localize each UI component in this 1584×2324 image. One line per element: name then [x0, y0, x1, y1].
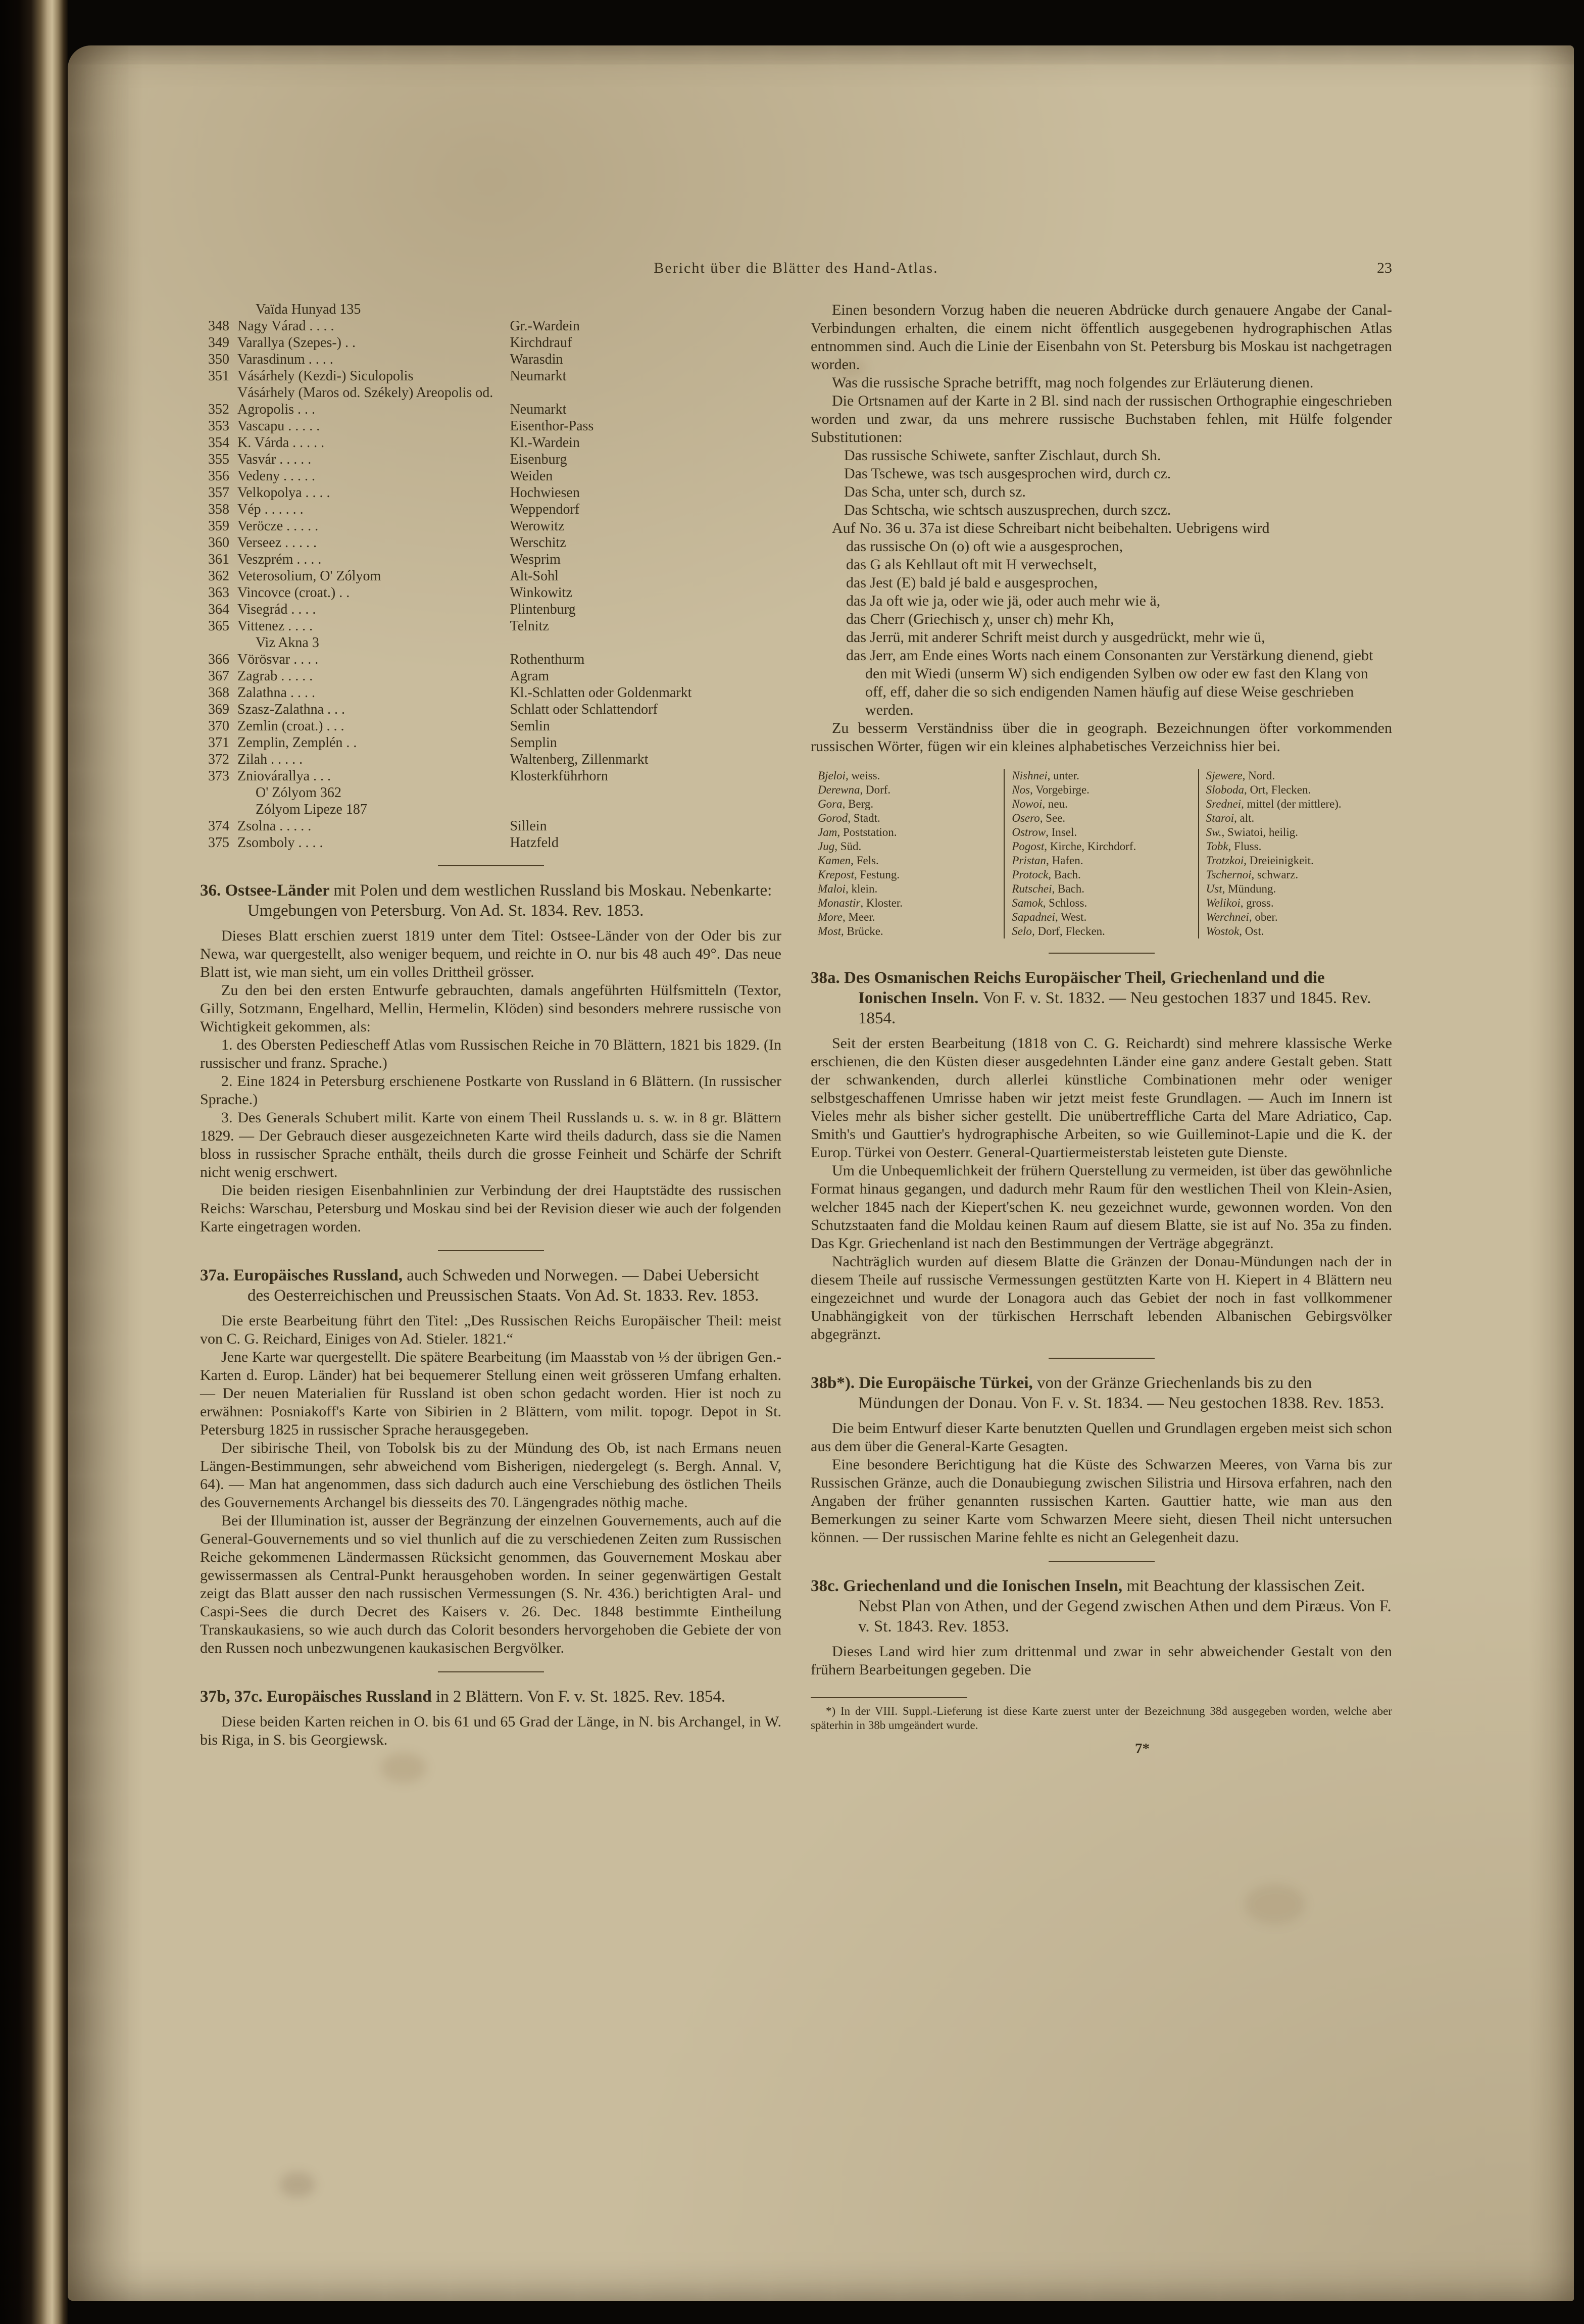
- place-name-list: [200, 301, 781, 851]
- pronunciation-list: [811, 537, 1392, 719]
- gazetteer-entry: [200, 701, 781, 718]
- russian-word: Gorod: [818, 812, 848, 824]
- section-subtitle: mit Beachtung der klassischen Zeit. Nebst Plan von Athen, und der Gegend zwischen Athen und dem Piræus. Von F. v. St. 1843. Rev. 1853.: [858, 1577, 1392, 1636]
- entry-name: Veröcze . . . . .: [237, 518, 319, 534]
- gazetteer-entry: [200, 751, 781, 768]
- russian-word: More: [818, 911, 843, 923]
- right-sections: [811, 953, 1392, 1679]
- section-divider: [438, 1250, 544, 1251]
- glossary-entry: Nos, Vorgebirge.: [1012, 783, 1090, 796]
- entry-name: Zemlin (croat.) . . .: [237, 718, 344, 734]
- glossary-entry: More, Meer.: [818, 911, 875, 923]
- russian-word: Nowoi: [1012, 798, 1043, 810]
- section-heading: [200, 880, 781, 921]
- pronunciation-item: das Ja oft wie ja, oder wie jä, oder auch mehr wie ä,: [846, 592, 1161, 609]
- gazetteer-entry: [200, 651, 781, 668]
- section-title: Ostsee-Länder: [225, 881, 334, 900]
- russian-word: Wostok: [1206, 925, 1240, 937]
- entry-number: 369: [208, 702, 229, 717]
- section-divider: [1049, 1358, 1155, 1359]
- gazetteer-entry: [200, 601, 781, 618]
- page-title: Bericht über die Blätter des Hand-Atlas.: [654, 260, 938, 276]
- russian-word: Pristan: [1012, 854, 1047, 867]
- glossary-entry: Krepost, Festung.: [818, 868, 900, 881]
- entry-number: 353: [208, 418, 229, 434]
- entry-number: 365: [208, 618, 229, 634]
- left-column: [200, 301, 781, 1758]
- entry-name: Zólyom Lipeze 187: [256, 802, 367, 817]
- russian-word: Sjewere: [1206, 769, 1243, 782]
- russian-word: Ust: [1206, 882, 1222, 895]
- entry-number: 357: [208, 485, 229, 501]
- entry-number: 361: [208, 552, 229, 567]
- entry-number: 348: [208, 318, 229, 334]
- entry-name: Zalathna . . . .: [237, 685, 315, 701]
- glossary-entry: Maloi, klein.: [818, 882, 878, 895]
- paragraph: Eine besondere Berichtigung hat die Küste des Schwarzen Meeres, von Varna bis zur Russischen Gränze, auch die Donaubiegung zwischen Silistria und Hirsova erfahren, nach den Angaben der früher genannten russischen Karten. Gauttier hatte, wie man aus den Bemerkungen zu seiner Karte vom Schwarzen Meere sieht, diesen Theil nicht untersuchen können. — Der russischen Marine fehlte es nicht an Gelegenheit dazu.: [811, 1456, 1392, 1546]
- entry-number: 367: [208, 668, 229, 684]
- russian-word: Osero: [1012, 812, 1040, 824]
- entry-number: 359: [208, 518, 229, 534]
- glossary-entry: Selo, Dorf, Flecken.: [1012, 925, 1105, 937]
- paragraph: Nachträglich wurden auf diesem Blatte die Gränzen der Donau-Mündungen nach der in diesem Theile auf russische Vermessungen gestützten Karte von H. Kiepert in 4 Blättern neu eingezeichnet und wurde der Lonagora auch das Gebiet der noch in fast vollkommener Unabhängigkeit von der türkischen Herrschaft lebenden Albanischen Gebirgsvölker abgegränzt.: [811, 1253, 1392, 1343]
- entry-german-name: Semlin: [510, 718, 550, 734]
- russian-word: Bjeloi: [818, 769, 846, 782]
- russian-word: Most: [818, 925, 841, 937]
- glossary-entry: Ust, Mündung.: [1206, 882, 1276, 895]
- section-number: 37b, 37c.: [200, 1688, 267, 1706]
- glossary-entry: Sapadnei, West.: [1012, 911, 1087, 923]
- entry-name: Vásárhely (Kezdi-) Siculopolis: [237, 368, 414, 384]
- entry-german-name: Gr.-Wardein: [510, 318, 580, 334]
- gazetteer-entry: [200, 818, 781, 834]
- section-subtitle: in 2 Blättern. Von F. v. St. 1825. Rev. 1854.: [436, 1688, 726, 1706]
- running-head: [200, 260, 1392, 277]
- glossary-entry: Tschernoi, schwarz.: [1206, 868, 1299, 881]
- gazetteer-entry: [200, 784, 781, 801]
- gazetteer-entry: [200, 451, 781, 468]
- gazetteer-entry: [200, 584, 781, 601]
- page-number: 23: [1377, 260, 1392, 276]
- glossary-column-2: [1004, 769, 1198, 938]
- entry-german-name: Alt-Sohl: [510, 568, 559, 584]
- glossary-entry: Gorod, Stadt.: [818, 812, 880, 824]
- entry-name: Verseez . . . . .: [237, 535, 317, 551]
- section-number: 38a.: [811, 969, 844, 987]
- paragraph: Die Ortsnamen auf der Karte in 2 Bl. sind nach der russischen Orthographie eingeschrieben worden und zwar, da uns mehrere russische Buchstaben fehlen, mit Hülfe folgender Substitutionen:: [811, 392, 1392, 446]
- section-title: Europäisches Russland: [267, 1688, 436, 1706]
- paragraph: Die erste Bearbeitung führt den Titel: „Des Russischen Reichs Europäischer Theil: meist von C. G. Reichard, Einiges von Ad. Stieler. 1821.“: [200, 1312, 781, 1347]
- glossary-entry: Derewna, Dorf.: [818, 783, 891, 796]
- section-heading: [811, 1373, 1392, 1413]
- glossary-entry: Kamen, Fels.: [818, 854, 879, 867]
- gazetteer-entry: [200, 418, 781, 434]
- section-title: Griechenland und die Ionischen Inseln,: [843, 1577, 1127, 1595]
- glossary-entry: Jam, Poststation.: [818, 826, 897, 838]
- entry-name: Vascapu . . . . .: [237, 418, 320, 434]
- section-heading: [811, 968, 1392, 1028]
- glossary-entry: Ostrow, Insel.: [1012, 826, 1077, 838]
- entry-german-name: Kl.-Wardein: [510, 435, 580, 451]
- gazetteer-entry: [200, 668, 781, 684]
- entry-german-name: Rothenthurm: [510, 652, 585, 667]
- paragraph: Die beiden riesigen Eisenbahnlinien zur Verbindung der drei Hauptstädte des russischen Reichs: Warschau, Petersburg und Moskau sind bei der Revision dieser wie auch der folgenden Karte eingetragen worden.: [200, 1182, 781, 1235]
- gazetteer-entry: [200, 301, 781, 318]
- pronunciation-item: das Jest (E) bald jé bald e ausgesprochen,: [846, 574, 1098, 591]
- signature-mark: 7*: [1135, 1741, 1150, 1757]
- glossary-entry: Gora, Berg.: [818, 798, 874, 810]
- russian-word: Srednei: [1206, 798, 1242, 810]
- entry-german-name: Weppendorf: [510, 502, 580, 517]
- glossary-entry: Jug, Süd.: [818, 840, 862, 853]
- glossary-entry: Nishnei, unter.: [1012, 769, 1079, 782]
- left-sections: [200, 865, 781, 1749]
- russian-word: Selo: [1012, 925, 1032, 937]
- entry-german-name: Semplin: [510, 735, 557, 751]
- entry-name: Vaïda Hunyad 135: [256, 302, 361, 317]
- page-content: [68, 45, 1574, 2301]
- gazetteer-entry: [200, 368, 781, 384]
- glossary-entry: Wostok, Ost.: [1206, 925, 1264, 937]
- russian-word: Derewna: [818, 783, 860, 796]
- substitution-item: Das Scha, unter sch, durch sz.: [844, 483, 1026, 500]
- entry-german-name: Kl.-Schlatten oder Goldenmarkt: [510, 685, 692, 701]
- gazetteer-entry: [200, 434, 781, 451]
- glossary-entry: Rutschei, Bach.: [1012, 882, 1085, 895]
- paragraph: 2. Eine 1824 in Petersburg erschienene Postkarte von Russland in 6 Blättern. (In russischer Sprache.): [200, 1073, 781, 1108]
- entry-number: 358: [208, 502, 229, 517]
- entry-number: 375: [208, 835, 229, 851]
- glossary-column-3: [1198, 769, 1392, 938]
- entry-name: Zilah . . . . .: [237, 752, 303, 767]
- russian-word: Welikoi: [1206, 897, 1241, 909]
- entry-number: 360: [208, 535, 229, 551]
- entry-name: Zagrab . . . . .: [237, 668, 313, 684]
- glossary-entry: Protock, Bach.: [1012, 868, 1081, 881]
- gazetteer-entry: [200, 634, 781, 651]
- entry-name: Zsolna . . . . .: [237, 818, 312, 834]
- gazetteer-entry: [200, 334, 781, 351]
- glossary-entry: Most, Brücke.: [818, 925, 883, 937]
- paragraph: Auf No. 36 u. 37a ist diese Schreibart nicht beibehalten. Uebrigens wird: [832, 520, 1270, 536]
- paragraph: Jene Karte war quergestellt. Die spätere Bearbeitung (im Maasstab von ⅓ der übrigen Gen.-Karten d. Europ. Länder) hat bei bequemerer Stellung einen weit grösseren Umfang erhalten. — Der neuen Materialien für Russland ist oben schon gedacht worden. Hier ist noch zu erwähnen: Posniakoff's Karte von Sibirien in 2 Blättern, vom milit. topogr. Depot in St. Petersburg 1825 in russischer Sprache herausgegeben.: [200, 1349, 781, 1438]
- entry-german-name: Winkowitz: [510, 585, 572, 601]
- gazetteer-entry: [200, 468, 781, 484]
- glossary-entry: Srednei, mittel (der mittlere).: [1206, 798, 1342, 810]
- entry-name: K. Várda . . . . .: [237, 435, 325, 451]
- glossary-entry: Sloboda, Ort, Flecken.: [1206, 783, 1311, 796]
- section-title: Die Europäische Türkei,: [859, 1374, 1037, 1392]
- gazetteer-entry: [200, 684, 781, 701]
- section-subtitle: auch Schweden und Norwegen. — Dabei Uebersicht des Oesterreichischen und Preussischen Staats. Von Ad. St. 1833. Rev. 1853.: [247, 1266, 759, 1305]
- entry-name: Zniovárallya . . .: [237, 768, 331, 784]
- entry-number: 355: [208, 452, 229, 467]
- section-divider: [438, 1671, 544, 1672]
- russian-word: Maloi: [818, 882, 846, 895]
- paragraph: Dieses Blatt erschien zuerst 1819 unter dem Titel: Ostsee-Länder von der Oder bis zur Newa, war quergestellt, also weniger bequem, und reichte in O. nur bis 48 auch 49°. Das neue Blatt ist, wie man sieht, um ein volles Drittheil grösser.: [200, 927, 781, 980]
- section-divider: [438, 865, 544, 866]
- glossary-entry: Tobk, Fluss.: [1206, 840, 1262, 853]
- entry-name: Vasvár . . . . .: [237, 452, 312, 467]
- paragraph: Einen besondern Vorzug haben die neueren Abdrücke durch genauere Angabe der Canal-Verbindungen erhalten, die einem nicht öffentlich ausgegebenen hydrographischen Atlas entnommen sind. Auch die Linie der Eisenbahn von St. Petersburg bis Moskau ist nachgetragen worden.: [811, 302, 1392, 373]
- gazetteer-entry: [200, 518, 781, 534]
- entry-german-name: Kirchdrauf: [510, 335, 572, 351]
- section-title: Europäisches Russland,: [233, 1266, 407, 1284]
- entry-name: Vép . . . . . .: [237, 502, 304, 517]
- russian-word: Staroi: [1206, 812, 1234, 824]
- paragraph: Um die Unbequemlichkeit der frühern Querstellung zu vermeiden, ist über das gewöhnliche Format hinaus gegangen, und dadurch mehr Raum für den westlichen Theil von Klein-Asien, welcher 1845 nach der Kiepert'schen K. neu gezeichnet wurde, gewonnen worden. Von den Schutzstaaten fand die Moldau keinen Raum auf diesem Blatte, sie ist auf No. 35a zu finden. Das Kgr. Griechenland ist nach den Bestimmungen der Verträge abgegränzt.: [811, 1162, 1392, 1252]
- entry-name: O' Zólyom 362: [256, 785, 341, 801]
- after-substitutions: [811, 519, 1392, 537]
- russian-word: Rutschei: [1012, 882, 1052, 895]
- gazetteer-entry: [200, 618, 781, 634]
- entry-number: 356: [208, 468, 229, 484]
- entry-german-name: Eisenburg: [510, 452, 567, 467]
- russian-word: Nos: [1012, 783, 1030, 796]
- gazetteer-entry: [200, 718, 781, 734]
- entry-number: 371: [208, 735, 229, 751]
- gazetteer-entry: [200, 351, 781, 368]
- entry-number: 374: [208, 818, 229, 834]
- gazetteer-entry: [200, 318, 781, 334]
- paragraph: Seit der ersten Bearbeitung (1818 von C. G. Reichardt) sind mehrere klassische Werke erschienen, die den Küsten dieser ausgedehnten Länder eine ganz andere Gestalt geben. Statt der schwankenden, durch allerlei künstliche Combinationen mehr oder weniger selbstgeschaffenen Umrisse haben wir jetzt meist feste Grundlagen. — Auch im Innern ist Vieles mehr als bisher sicher gestellt. Die unübertreffliche Carta del Mare Adriatico, Cap. Smith's und Gauttier's hydrographische Arbeiten, so wie Guilleminot-Lapie und die K. der Europ. Türkei von Oesterr. General-Quartiermeisterstab leisteten gute Dienste.: [811, 1035, 1392, 1161]
- entry-name: Velkopolya . . . .: [237, 485, 330, 501]
- glossary-entry: Sw., Swiatoi, heilig.: [1206, 826, 1298, 838]
- substitution-item: Das Tschewe, was tsch ausgesprochen wird, durch cz.: [844, 465, 1171, 482]
- paragraph: Diese beiden Karten reichen in O. bis 61 und 65 Grad der Länge, in N. bis Archangel, in W. bis Riga, in S. bis Georgiewsk.: [200, 1713, 781, 1748]
- entry-number: 354: [208, 435, 229, 451]
- entry-name: Varasdinum . . . .: [237, 352, 333, 367]
- section-heading: [811, 1576, 1392, 1637]
- entry-number: 362: [208, 568, 229, 584]
- russian-word: Sapadnei: [1012, 911, 1055, 923]
- glossary-entry: Nowoi, neu.: [1012, 798, 1068, 810]
- russian-word: Kamen: [818, 854, 851, 867]
- russian-word: Samok: [1012, 897, 1043, 909]
- russian-word: Protock: [1012, 868, 1049, 881]
- entry-name: Varallya (Szepes-) . .: [237, 335, 356, 351]
- russian-word: Tobk: [1206, 840, 1228, 853]
- section-divider: [1049, 953, 1155, 954]
- section-subtitle: Von F. v. St. 1832. — Neu gestochen 1837 und 1845. Rev. 1854.: [858, 989, 1371, 1027]
- gazetteer-entry: [200, 484, 781, 501]
- substitution-list: [811, 447, 1392, 519]
- gazetteer-entry: [200, 768, 781, 784]
- entry-german-name: Eisenthor-Pass: [510, 418, 594, 434]
- russian-glossary-table: [811, 769, 1392, 938]
- russian-word: Gora: [818, 798, 843, 810]
- entry-german-name: Hochwiesen: [510, 485, 580, 501]
- entry-name: Vásárhely (Maros od. Székely) Areopolis od. Agropolis . . .: [237, 385, 493, 417]
- pronunciation-item: das G als Kehllaut oft mit H verwechselt,: [846, 556, 1097, 573]
- gazetteer-entry: [200, 734, 781, 751]
- book-page: [68, 45, 1574, 2301]
- two-column-text: [200, 301, 1392, 1758]
- paragraph: 1. des Obersten Pediescheff Atlas vom Russischen Reiche in 70 Blättern, 1821 bis 1829. (In russischer und franz. Sprache.): [200, 1036, 781, 1071]
- entry-number: 373: [208, 768, 229, 784]
- entry-german-name: Weiden: [510, 468, 553, 484]
- entry-name: Vedeny . . . . .: [237, 468, 315, 484]
- entry-german-name: Sillein: [510, 818, 547, 834]
- paragraph: Zu den bei den ersten Entwurfe gebrauchten, damals angeführten Hülfsmitteln (Textor, Gilly, Sotzmann, Engelhard, Mellin, Hermelin, Klöden) sind besonders mehrere russische von Wichtigkeit gekommen, als:: [200, 982, 781, 1035]
- glossary-entry: Monastir, Kloster.: [818, 897, 903, 909]
- entry-number: 352: [208, 402, 229, 417]
- entry-german-name: Neumarkt: [510, 402, 567, 417]
- paragraph: Bei der Illumination ist, ausser der Begränzung der einzelnen Gouvernements, auch auf die General-Gouvernements und so viel thunlich auf die zu verschiedenen Zeiten zum Russischen Reiche gekommenen Ländermassen Rücksicht genommen, das Gouvernement Moskau aber gewissermassen als Central-Punkt herausgehoben worden. In seiner gegenwärtigen Gestalt zeigt das Blatt ausser den nach russischen Vermessungen (S. Nr. 436.) berichtigten Aral- und Caspi-Sees die durch Decret des Kaisers v. 26. Dec. 1848 bestimmte Eintheilung Transkaukasiens, so wie auch durch das Colorit besonders hervorgehoben die Gebiete der von den Russen noch unbezwungenen kaukasischen Bergvölker.: [200, 1512, 781, 1656]
- gazetteer-entry: [200, 534, 781, 551]
- entry-german-name: Wesprim: [510, 552, 561, 567]
- paragraph: 3. Des Generals Schubert milit. Karte von einem Theil Russlands u. s. w. in 8 gr. Blättern 1829. — Der Gebrauch dieser ausgezeichneten Karte wird theils dadurch, dass sie die Namen bloss in russischer Sprache enthält, theils durch die grosse Feinheit und Schärfe der Schrift nicht wenig erschwert.: [200, 1109, 781, 1180]
- russian-word: Nishnei: [1012, 769, 1048, 782]
- entry-german-name: Neumarkt: [510, 368, 567, 384]
- glossary-entry: Samok, Schloss.: [1012, 897, 1087, 909]
- russian-word: Tschernoi: [1206, 868, 1252, 881]
- section-divider: [1049, 1561, 1155, 1562]
- entry-number: 364: [208, 602, 229, 617]
- entry-number: 349: [208, 335, 229, 351]
- section-heading: [200, 1687, 781, 1707]
- intro-paragraphs: [811, 301, 1392, 447]
- entry-number: 368: [208, 685, 229, 701]
- entry-name: Zemplin, Zemplén . .: [237, 735, 357, 751]
- section-number: 38b*).: [811, 1374, 859, 1392]
- russian-word: Jug: [818, 840, 835, 853]
- paragraph: Was die russische Sprache betrifft, mag noch folgendes zur Erläuterung dienen.: [832, 374, 1314, 391]
- entry-german-name: Plintenburg: [510, 602, 576, 617]
- entry-german-name: Waltenberg, Zillenmarkt: [510, 752, 649, 767]
- entry-name: Vincovce (croat.) . .: [237, 585, 350, 601]
- entry-name: Veszprém . . . .: [237, 552, 322, 567]
- russian-word: Jam: [818, 826, 837, 838]
- glossary-column-1: [811, 769, 1004, 938]
- substitution-item: Das russische Schiwete, sanfter Zischlaut, durch Sh.: [844, 447, 1161, 464]
- section-subtitle: von der Gränze Griechenlands bis zu den Mündungen der Donau. Von F. v. St. 1834. — Neu gestochen 1838. Rev. 1853.: [858, 1374, 1384, 1412]
- entry-number: 363: [208, 585, 229, 601]
- pronunciation-item: das Jerr, am Ende eines Worts nach einem Consonanten zur Verstärkung dienend, giebt den mit Wiedi (unserm W) sich endigenden Sylben ow oder ew fast den Klang von off, eff, daher die so sich endigenden Namen häufig auf diese Weise geschrieben werden.: [846, 647, 1373, 718]
- entry-number: 370: [208, 718, 229, 734]
- entry-german-name: Werschitz: [510, 535, 566, 551]
- footnote: *) In der VIII. Suppl.-Lieferung ist diese Karte zuerst unter der Bezeichnung 38d ausgegeben worden, welche aber späterhin in 38b umgeändert wurde.: [811, 1705, 1392, 1732]
- paragraph: Zu besserm Verständniss über die in geograph. Bezeichnungen öfter vorkommenden russischen Wörter, fügen wir ein kleines alphabetisches Verzeichniss hier bei.: [811, 720, 1392, 755]
- glossary-entry: Welikoi, gross.: [1206, 897, 1274, 909]
- entry-name: Vittenez . . . .: [237, 618, 313, 634]
- gazetteer-entry: [200, 568, 781, 584]
- entry-name: Vörösvar . . . .: [237, 652, 319, 667]
- entry-german-name: Hatzfeld: [510, 835, 559, 851]
- section-number: 36.: [200, 881, 225, 900]
- russian-word: Sw.: [1206, 826, 1222, 838]
- entry-name: Szasz-Zalathna . . .: [237, 702, 345, 717]
- paragraph: Der sibirische Theil, von Tobolsk bis zu der Mündung des Ob, ist nach Ermans neuen Längen-Bestimmungen, sehr abweichend vom Bisherigen, niedergelegt (s. Bergh. Annal. V, 64). — Man hat angenommen, dass sich dadurch auch eine Verschiebung des östlichen Theils des Gouvernements Archangel bis diesseits des 70. Längengrades nöthig mache.: [200, 1440, 781, 1511]
- section-number: 37a.: [200, 1266, 233, 1284]
- glossary-entry: Pristan, Hafen.: [1012, 854, 1083, 867]
- pronunciation-item: das russische On (o) oft wie a ausgesprochen,: [846, 538, 1123, 555]
- entry-german-name: Telnitz: [510, 618, 549, 634]
- glossary-entry: Staroi, alt.: [1206, 812, 1255, 824]
- gazetteer-entry: [200, 551, 781, 568]
- section-title: Des Osmanischen Reichs Europäischer Theil, Griechenland und die Ionischen Inseln.: [844, 969, 1325, 1007]
- entry-number: 350: [208, 352, 229, 367]
- closing-paragraph: [811, 719, 1392, 756]
- entry-german-name: Warasdin: [510, 352, 563, 367]
- section-number: 38c.: [811, 1577, 844, 1595]
- section-heading: [200, 1265, 781, 1306]
- footnote-rule: [811, 1697, 967, 1698]
- substitution-item: Das Schtscha, wie schtsch auszusprechen, durch szcz.: [844, 502, 1171, 518]
- gazetteer-entry: [200, 801, 781, 818]
- entry-name: Nagy Várad . . . .: [237, 318, 334, 334]
- entry-number: 351: [208, 368, 229, 384]
- glossary-entry: Trotzkoi, Dreieinigkeit.: [1206, 854, 1314, 867]
- gazetteer-entry: [200, 834, 781, 851]
- entry-name: Veterosolium, O' Zólyom: [237, 568, 381, 584]
- glossary-entry: Sjewere, Nord.: [1206, 769, 1275, 782]
- russian-word: Krepost: [818, 868, 854, 881]
- glossary-entry: Osero, See.: [1012, 812, 1066, 824]
- russian-word: Ostrow: [1012, 826, 1046, 838]
- entry-number: 372: [208, 752, 229, 767]
- russian-word: Werchnei: [1206, 911, 1249, 923]
- entry-name: Zsomboly . . . .: [237, 835, 323, 851]
- russian-word: Sloboda: [1206, 783, 1245, 796]
- right-column: [811, 301, 1392, 1758]
- glossary-entry: Werchnei, ober.: [1206, 911, 1278, 923]
- entry-german-name: Schlatt oder Schlattendorf: [510, 702, 658, 717]
- entry-name: Visegrád . . . .: [237, 602, 316, 617]
- glossary-entry: Pogost, Kirche, Kirchdorf.: [1012, 840, 1136, 853]
- entry-german-name: Klosterkführhorn: [510, 768, 608, 784]
- paragraph: Dieses Land wird hier zum drittenmal und zwar in sehr abweichender Gestalt von den frühern Bearbeitungen gegeben. Die: [811, 1643, 1392, 1678]
- entry-number: 366: [208, 652, 229, 667]
- entry-name: Viz Akna 3: [256, 635, 319, 651]
- section-subtitle: mit Polen und dem westlichen Russland bis Moskau. Nebenkarte: Umgebungen von Petersburg. Von Ad. St. 1834. Rev. 1853.: [247, 881, 772, 920]
- paragraph: Die beim Entwurf dieser Karte benutzten Quellen und Grundlagen ergeben meist sich schon aus dem über die General-Karte Gesagten.: [811, 1420, 1392, 1455]
- pronunciation-item: das Jerrü, mit anderer Schrift meist durch y ausgedrückt, mehr wie ü,: [846, 629, 1265, 646]
- pronunciation-item: das Cherr (Griechisch χ, unser ch) mehr Kh,: [846, 611, 1114, 627]
- russian-word: Pogost: [1012, 840, 1045, 853]
- gazetteer-entry: [200, 384, 781, 418]
- russian-word: Monastir: [818, 897, 861, 909]
- entry-german-name: Agram: [510, 668, 550, 684]
- entry-german-name: Werowitz: [510, 518, 565, 534]
- book-spine: [0, 0, 68, 2324]
- gazetteer-entry: [200, 501, 781, 518]
- glossary-entry: Bjeloi, weiss.: [818, 769, 880, 782]
- russian-word: Trotzkoi: [1206, 854, 1244, 867]
